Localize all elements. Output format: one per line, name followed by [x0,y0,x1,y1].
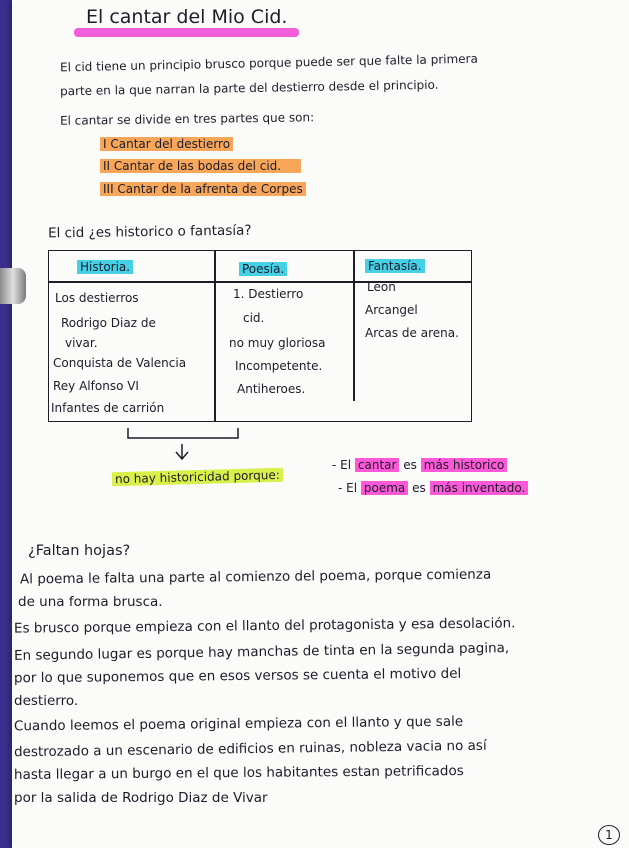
conclusion-mas-historico: más historico [421,458,508,472]
conclusion-cantar: cantar [355,458,400,472]
fantasia-item: Leon [367,280,396,294]
conclusion-line-1 [332,458,507,472]
poesia-item: no muy gloriosa [229,336,326,350]
conclusion-line-2 [338,481,528,495]
binder-ring [0,268,26,304]
historia-item: Los destierros [55,291,139,305]
part-3-text: III Cantar de la afrenta de Corpes [100,182,306,196]
table-header-divider [49,281,471,283]
conclusion-label-text: no hay historicidad porque: [112,468,283,486]
part-2-text: II Cantar de las bodas del cid. [100,159,301,173]
conclusion-dash: - El [332,458,352,472]
falta-question: ¿Faltan hojas? [28,543,131,559]
falta-line: por lo que suponemos que en esos versos se cuenta el motivo del [13,665,462,687]
historia-item: Rodrigo Diaz de [61,316,156,330]
part-1-text: I Cantar del destierro [100,137,233,151]
header-historia-text: Historia. [77,260,133,274]
page-title: El cantar del Mio Cid. [86,6,288,28]
conclusion-poema: poema [361,481,408,495]
notebook-page [12,0,629,848]
comparison-table [48,250,472,422]
conclusion-label [112,468,283,486]
page-number: 1 [598,825,620,845]
falta-line: por la salida de Rodrigo Diaz de Vivar [14,790,268,806]
falta-line: Es brusco porque empieza con el llanto del protagonista y esa desolación. [13,615,516,637]
conclusion-es: es [412,481,426,495]
title-highlight [74,28,299,37]
question-historico: El cid ¿es historico o fantasía? [47,222,252,242]
part-2 [100,159,301,173]
part-1 [100,137,233,151]
falta-line: hasta llegar a un burgo en el que los habitantes estan petrificados [13,763,464,783]
historia-item: vivar. [65,336,98,350]
falta-line: destrozado a un escenario de edificios en ruinas, nobleza vacia no así [13,737,487,761]
fantasia-item: Arcas de arena. [365,326,459,340]
table-col-divider-1 [214,251,216,421]
intro-line-2: parte en la que narran la parte del destierro desde el principio. [59,77,439,99]
poesia-item: 1. Destierro [233,287,304,301]
fantasia-item: Arcangel [365,303,418,317]
conclusion-dash: - El [338,481,358,495]
falta-line: En segundo lugar es porque hay manchas de tinta en la segunda pagina, [13,640,510,664]
poesia-item: Antiheroes. [237,382,306,396]
header-fantasia-text: Fantasía. [365,259,425,273]
conclusion-es: es [403,458,417,472]
poesia-item: cid. [243,311,265,325]
falta-line: Al poema le falta una parte al comienzo del poema, porque comienza [19,566,492,588]
header-historia [77,260,133,274]
historia-item: Rey Alfonso VI [53,379,139,393]
bracket-arrow-icon [122,424,262,464]
header-poesia-text: Poesía. [239,262,287,276]
poesia-item: Incompetente. [235,359,323,373]
part-3 [100,182,306,196]
historia-item: Conquista de Valencia [53,356,187,370]
table-col-divider-2 [353,251,355,401]
falta-line: destierro. [14,693,79,709]
falta-line: Cuando leemos el poema original empieza con el llanto y que sale [13,713,464,735]
header-poesia [239,262,287,276]
intro-line-3: El cantar se divide en tres partes que son: [59,110,315,128]
conclusion-mas-inventado: más inventado. [430,481,529,495]
historia-item: Infantes de carrión [51,401,165,415]
falta-line: de una forma brusca. [18,594,163,610]
intro-line-1: El cid tiene un principio brusco porque puede ser que falte la primera [59,51,479,75]
header-fantasia [365,259,425,273]
